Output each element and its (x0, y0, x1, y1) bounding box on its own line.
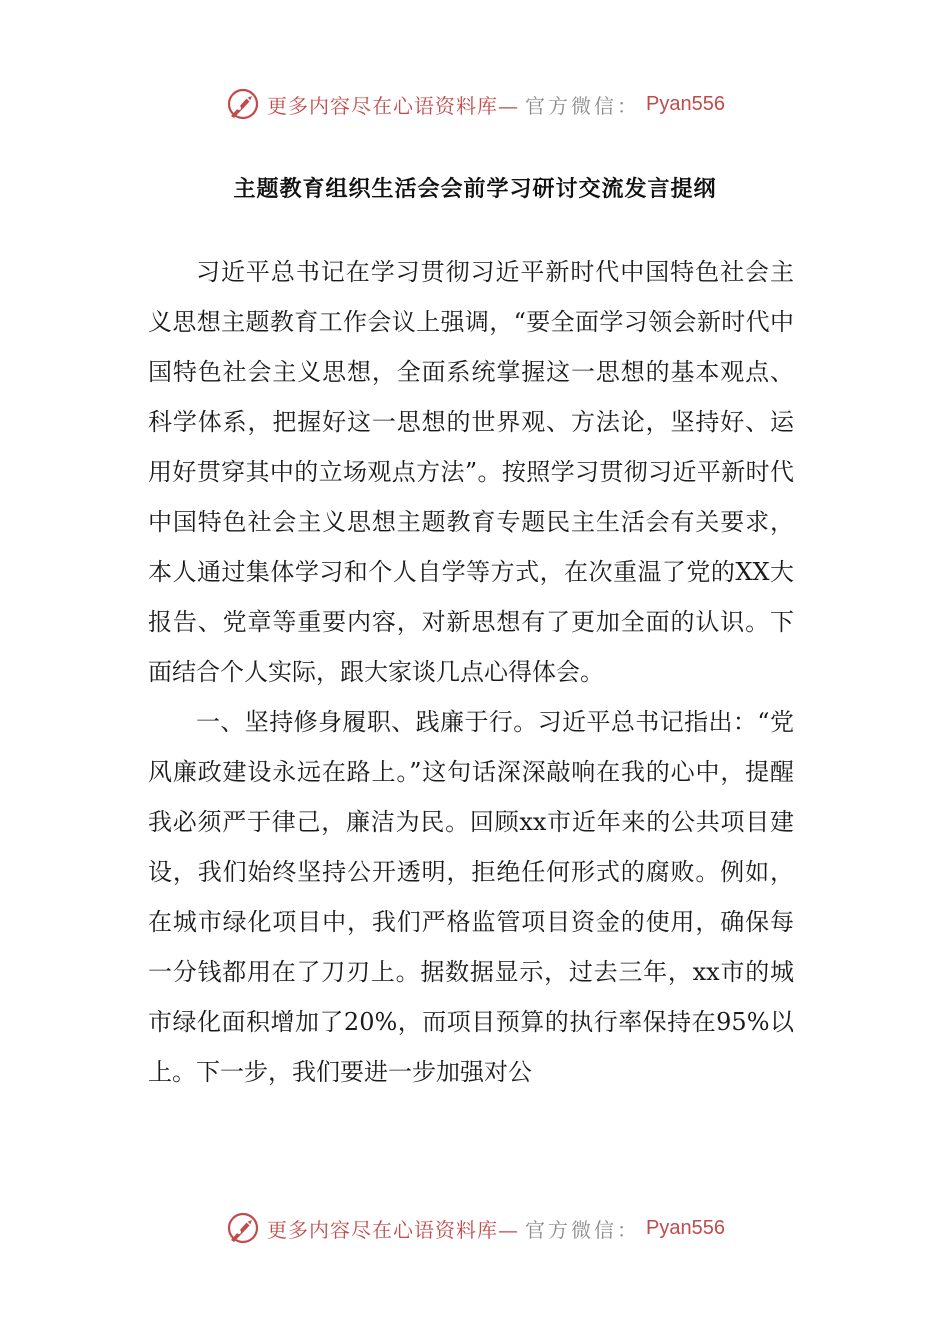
pen-nib-logo-icon (225, 1210, 261, 1246)
pen-nib-logo-icon (225, 86, 261, 122)
document-body (148, 247, 794, 1097)
banner-wechat-id: Pyan556 (646, 92, 725, 115)
banner-wechat-label: 官方微信： (525, 93, 641, 118)
banner-slogan: 更多内容尽在心语资料库— (267, 1217, 520, 1242)
paragraph-intro: 习近平总书记在学习贯彻习近平新时代中国特色社会主义思想主题教育工作会议上强调，“要全面学习领会新时代中国特色社会主义思想，全面系统掌握这一思想的基本观点、科学体系，把握好这一思想的世界观、方法论，坚持好、运用好贯穿其中的立场观点方法”。按照学习贯彻习近平新时代中国特色社会主义思想主题教育专题民主生活会有关要求，本人通过集体学习和个人自学等方式，在次重温了党的XX大报告、党章等重要内容，对新思想有了更加全面的认识。下面结合个人实际，跟大家谈几点心得体会。 (148, 258, 794, 686)
document-title: 主题教育组织生活会会前学习研讨交流发言提纲 (233, 177, 717, 202)
banner-slogan: 更多内容尽在心语资料库— (267, 93, 520, 118)
banner-wechat-label: 官方微信： (525, 1217, 641, 1242)
footer-banner (0, 1208, 950, 1248)
paragraph-point-one: 一、坚持修身履职、践廉于行。习近平总书记指出：“党风廉政建设永远在路上。”这句话深深敲响在我的心中，提醒我必须严于律己，廉洁为民。回顾xx市近年来的公共项目建设，我们始终坚持公开透明，拒绝任何形式的腐败。例如，在城市绿化项目中，我们严格监管项目资金的使用，确保每一分钱都用在了刀刃上。据数据显示，过去三年，xx市的城市绿化面积增加了20%，而项目预算的执行率保持在95%以上。下一步，我们要进一步加强对公 (148, 708, 794, 1086)
header-banner (0, 84, 950, 124)
banner-wechat-id: Pyan556 (646, 1216, 725, 1239)
